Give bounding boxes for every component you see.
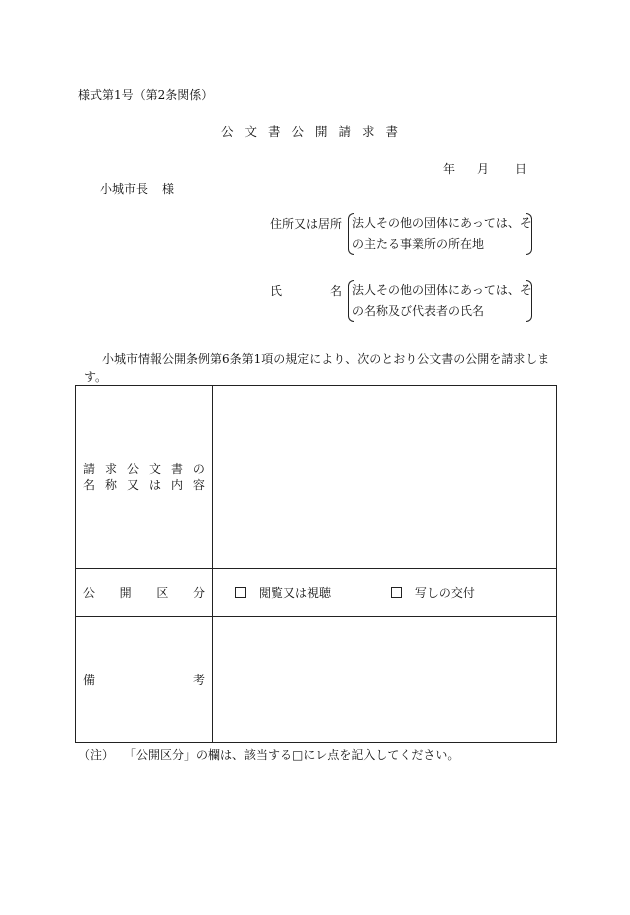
form-number: 様式第1号（第2条関係） (78, 88, 214, 102)
option-view-or-listen[interactable] (235, 584, 331, 601)
name-note: 法人その他の団体にあっては、その名称及び代表者の氏名 (352, 283, 532, 318)
label-char: 考 (192, 673, 205, 687)
addressee-honorific: 様 (162, 182, 175, 196)
request-table (75, 385, 557, 743)
footnote-head: （注） (78, 748, 115, 762)
checkbox-icon[interactable] (391, 587, 402, 598)
intro-text: 小城市情報公開条例第6条第1項の規定により、次のとおり公文書の公開を請求します。 (84, 352, 550, 384)
label-char: 内 (170, 478, 183, 492)
label-char: 公 (126, 462, 139, 476)
name-label-char: 氏 (270, 284, 283, 298)
label-char: 求 (104, 462, 117, 476)
date-line (443, 160, 527, 177)
label-char: 書 (170, 462, 183, 476)
label-char: 請 (83, 462, 96, 476)
address-note: 法人その他の団体にあっては、その主たる事業所の所在地 (352, 216, 532, 251)
label-char: 分 (192, 586, 205, 600)
label-char: 又 (126, 478, 139, 492)
label-char: の (192, 462, 205, 476)
footnote-text: 「公開区分」の欄は、該当する□にレ点を記入してください。 (124, 748, 460, 762)
footnote (78, 746, 459, 763)
label-char: 公 (83, 586, 96, 600)
disclosure-category-label (76, 569, 213, 617)
address-label: 住所又は居所 (270, 217, 343, 231)
label-char: 容 (192, 478, 205, 492)
target-document-field[interactable] (213, 386, 557, 569)
date-day-label: 日 (515, 162, 528, 176)
remarks-label (76, 617, 213, 743)
page-title: 公文書公開請求書 (220, 124, 409, 139)
table-row-target-document (76, 386, 557, 569)
label-char: 称 (104, 478, 117, 492)
label-char: 備 (83, 673, 96, 687)
date-year-label: 年 (443, 162, 456, 176)
remarks-field[interactable] (213, 617, 557, 743)
label-char: 開 (119, 586, 132, 600)
label-char: 名 (83, 478, 96, 492)
table-row-disclosure-category (76, 569, 557, 617)
address-note-bracket (348, 213, 532, 255)
option-copy-delivery[interactable] (391, 584, 475, 601)
label-char: は (148, 478, 161, 492)
addressee (100, 180, 174, 197)
label-char: 区 (156, 586, 169, 600)
option-label: 写しの交付 (414, 586, 475, 600)
name-label (270, 282, 342, 299)
disclosure-category-options (213, 569, 557, 617)
table-row-remarks (76, 617, 557, 743)
option-label: 閲覧又は視聴 (259, 586, 332, 600)
addressee-name: 小城市長 (100, 182, 149, 196)
name-label-char: 名 (329, 284, 342, 298)
target-document-label (76, 386, 213, 569)
date-month-label: 月 (477, 162, 490, 176)
checkbox-icon[interactable] (235, 587, 246, 598)
name-note-bracket (348, 280, 532, 322)
label-char: 文 (148, 462, 161, 476)
